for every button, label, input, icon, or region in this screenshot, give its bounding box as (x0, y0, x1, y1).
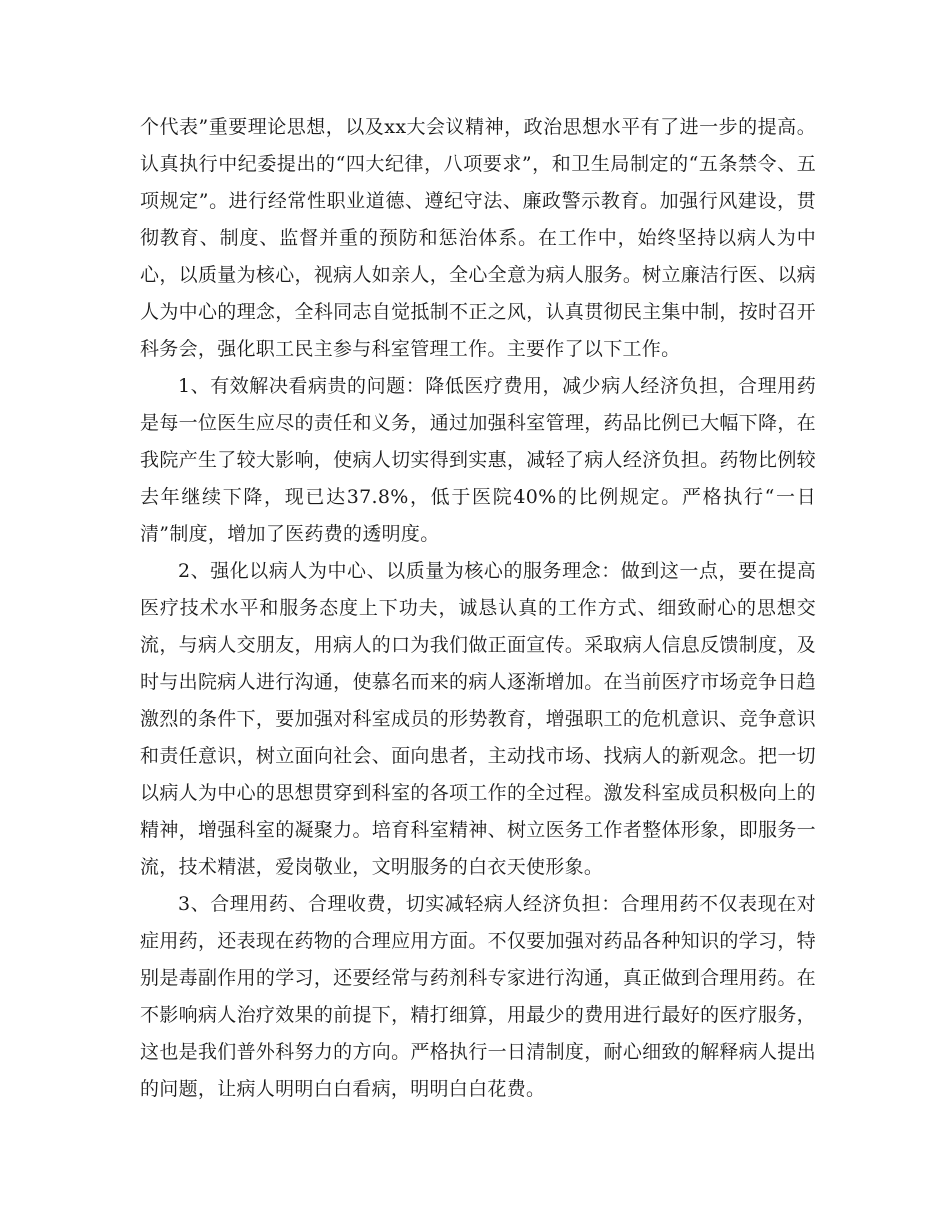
paragraph-item-3: 3、合理用药、合理收费，切实减轻病人经济负担：合理用药不仅表现在对症用药，还表现在药物的合理应用方面。不仅要加强对药品各种知识的学习，特别是毒副作用的学习，还要经常与药剂科专家进行沟通，真正做到合理用药。在不影响病人治疗效果的前提下，精打细算，用最少的费用进行最好的医疗服务，这也是我们普外科努力的方向。严格执行一日清制度，耐心细致的解释病人提出的问题，让病人明明白白看病，明明白白花费。 (140, 893, 816, 1100)
paragraph-item-1: 1、有效解决看病贵的问题：降低医疗费用，减少病人经济负担，合理用药是每一位医生应尽的责任和义务，通过加强科室管理，药品比例已大幅下降，在我院产生了较大影响，使病人切实得到实惠，减轻了病人经济负担。药物比例较去年继续下降，现已达37.8%，低于医院40%的比例规定。严格执行“一日清”制度，增加了医药费的透明度。 (140, 375, 816, 545)
paragraph-continuation: 个代表”重要理论思想，以及xx大会议精神，政治思想水平有了进一步的提高。认真执行中纪委提出的“四大纪律，八项要求”，和卫生局制定的“五条禁令、五项规定”。进行经常性职业道德、遵纪守法、廉政警示教育。加强行风建设，贯彻教育、制度、监督并重的预防和惩治体系。在工作中，始终坚持以病人为中心，以质量为核心，视病人如亲人，全心全意为病人服务。树立廉洁行医、以病人为中心的理念，全科同志自觉抵制不正之风，认真贯彻民主集中制，按时召开科务会，强化职工民主参与科室管理工作。主要作了以下工作。 (140, 116, 816, 360)
document-page (140, 109, 816, 1108)
paragraph-item-2: 2、强化以病人为中心、以质量为核心的服务理念：做到这一点，要在提高医疗技术水平和服务态度上下功夫，诚恳认真的工作方式、细致耐心的思想交流，与病人交朋友，用病人的口为我们做正面宣传。采取病人信息反馈制度，及时与出院病人进行沟通，使慕名而来的病人逐渐增加。在当前医疗市场竞争日趋激烈的条件下，要加强对科室成员的形势教育，增强职工的危机意识、竞争意识和责任意识，树立面向社会、面向患者，主动找市场、找病人的新观念。把一切以病人为中心的思想贯穿到科室的各项工作的全过程。激发科室成员积极向上的精神，增强科室的凝聚力。培育科室精神、树立医务工作者整体形象，即服务一流，技术精湛，爱岗敬业，文明服务的白衣天使形象。 (140, 560, 816, 878)
